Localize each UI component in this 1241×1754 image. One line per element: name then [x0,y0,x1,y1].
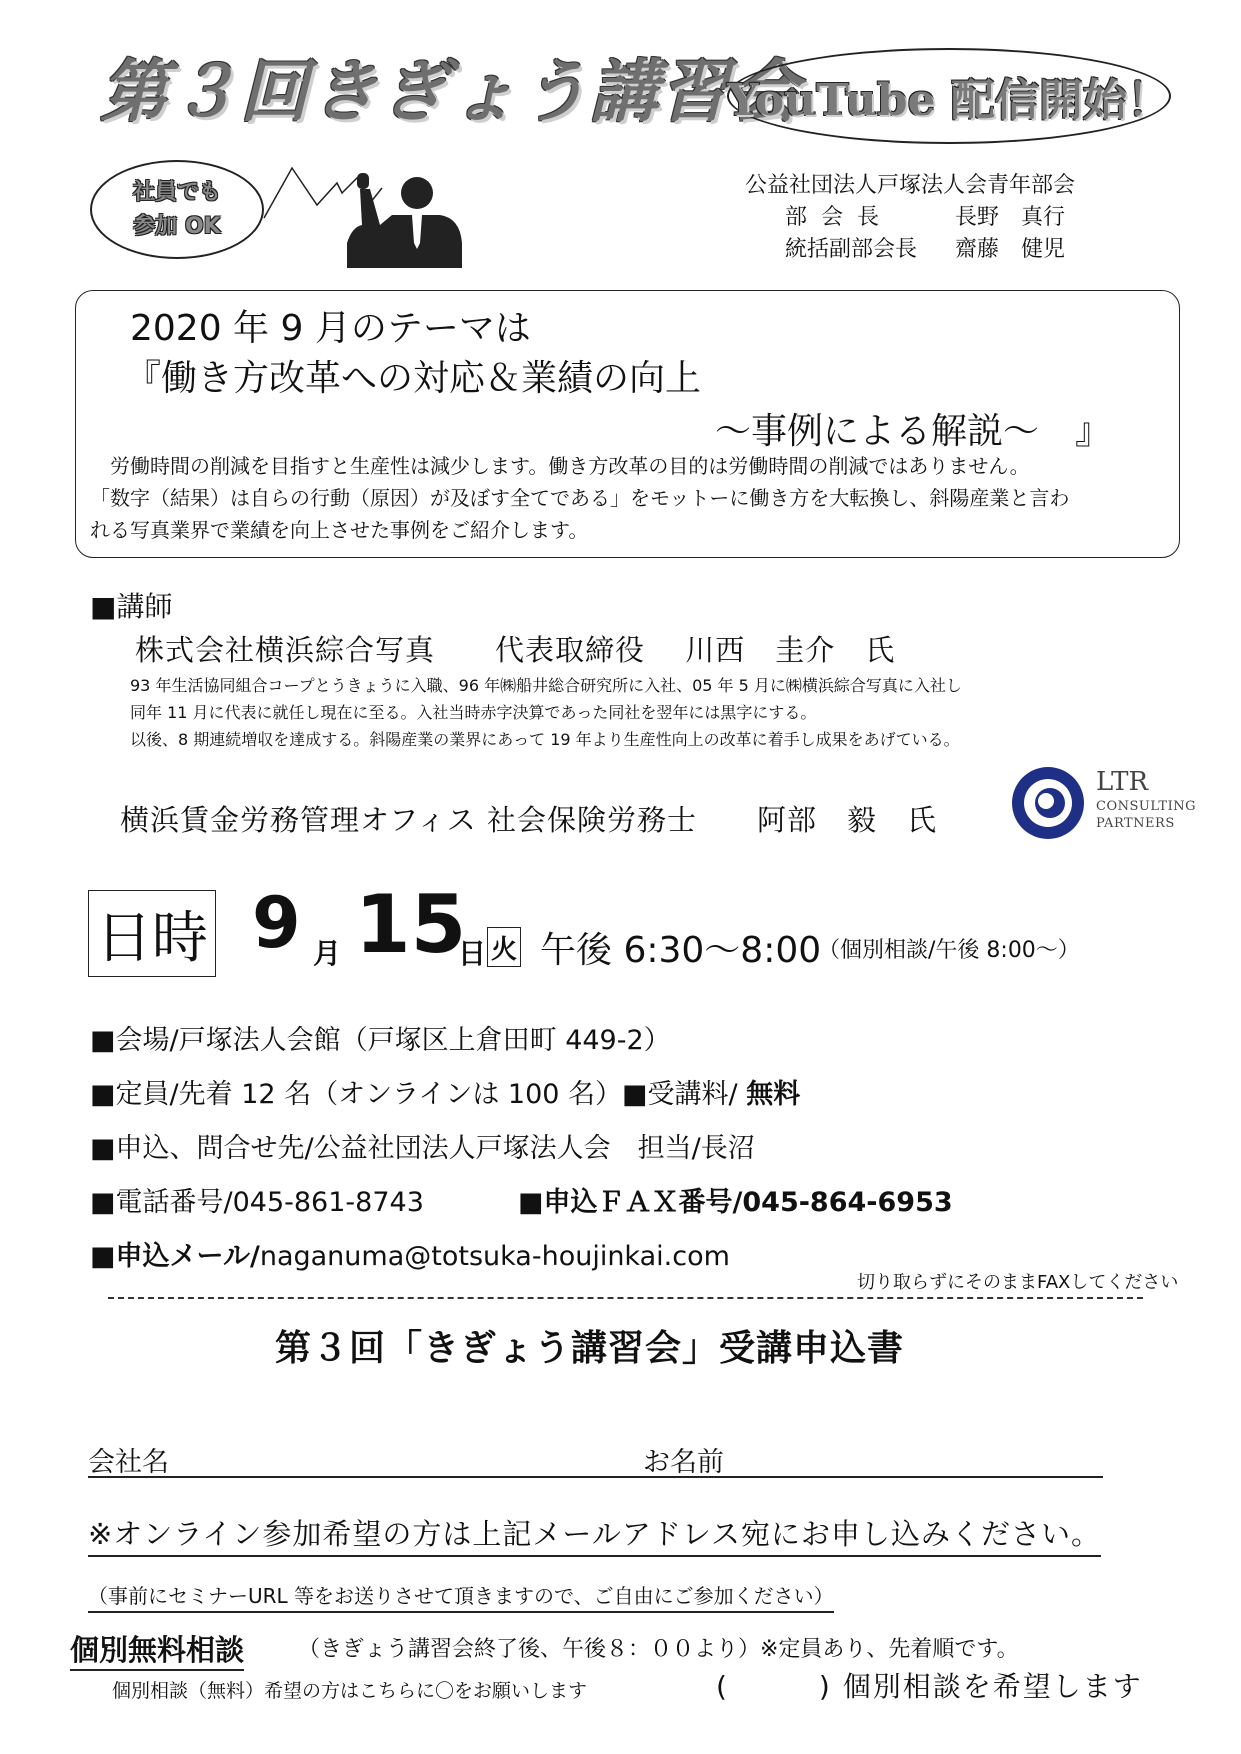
online-note: ※オンライン参加希望の方は上記メールアドレス宛にお申し込みください。 [88,1512,1101,1557]
ltr-logo [1010,765,1195,840]
theme-desc-line2: 「数字（結果）は自らの行動（原因）が及ぼす全てである」をモットーに働き方を大転換し、斜陽産業と言わ [90,486,1070,510]
email-info [90,1234,730,1273]
organizer-row-2 [745,234,1075,266]
fax-info: ■申込ＦＡＸ番号/045-864-6953 [518,1187,953,1218]
person-icon [347,173,462,268]
consultation-checkbox[interactable]: ( ) 個別相談を希望します [716,1670,1143,1703]
organizer-block [745,170,1075,266]
organizer-role-2: 統括副部会長 [785,237,918,262]
capacity-info [90,1072,800,1111]
fax-instruction: 切り取らずにそのままFAXしてください [857,1272,1179,1293]
date-day-unit: 日 [458,937,487,970]
organizer-person-1: 長野 真行 [955,205,1066,230]
lecturer-1: 株式会社横浜綜合写真 代表取締役 川西 圭介 氏 [135,633,896,667]
employee-ok-badge [90,160,264,259]
date-month-unit: 月 [313,937,342,970]
event-title: 第３回きぎょう講習会 [100,52,801,132]
date-month: 9 [252,882,301,964]
cut-line [108,1297,1143,1299]
organizer-name: 公益社団法人戸塚法人会青年部会 [745,173,1076,198]
weekday: 火 [487,927,521,967]
phone-info: ■電話番号/045-861-8743 [90,1187,424,1218]
consultation-request-text: 個別相談（無料）希望の方はこちらに〇をお願いします [112,1680,588,1702]
applicant-field-row [88,1440,1103,1478]
youtube-text: YouTube 配信開始！ [727,75,1171,126]
theme-title: 『働き方改革への対応＆業績の向上 [125,358,702,399]
date-label: 日時 [88,890,216,977]
fee-value: 無料 [746,1079,801,1110]
bio-line1: 93 年生活協同組合コープとうきょうに入職、96 年㈱船井総合研究所に入社、05 年 5 月に㈱横浜綜合写真に入社し [130,676,962,695]
company-name-field[interactable]: 会社名 [88,1447,169,1478]
ltr-logo-icon [1010,763,1090,843]
date-day: 15 [355,878,467,971]
applicant-name-field[interactable]: お名前 [643,1447,724,1478]
organizer-row-1 [745,202,1075,234]
event-time: 午後 6:30～8:00 [540,930,822,971]
email-link[interactable]: naganuma@totsuka-houjinkai.com [259,1241,730,1272]
bio-line2: 同年 11 月に代表に就任し現在に至る。入社当時赤字決算であった同社を翌年には黒字にする。 [130,703,817,722]
lecturer-2: 横浜賃金労務管理オフィス 社会保険労務士 阿部 毅 氏 [120,803,938,837]
organizer-role-1: 部会長 [785,205,894,230]
theme-desc-line1: 労働時間の削減を目指すと生産性は減少します。働き方改革の目的は労働時間の削減ではありません。 [90,454,1030,478]
badge-line2: 参加 OK [133,213,221,239]
consultation-time-note: （個別相談/午後 8:00～） [818,938,1080,963]
organizer-person-2: 齋藤 健児 [955,237,1066,262]
logo-sub-text-1: CONSULTING [1096,799,1196,814]
youtube-badge [727,48,1171,144]
businessman-illustration [262,163,487,268]
logo-main-text: LTR [1096,767,1149,797]
online-subnote: （事前にセミナーURL 等をお送りさせて頂きますので、ご自由にご参加ください） [88,1580,834,1613]
badge-line1: 社員でも [132,179,221,205]
capacity-text: ■定員/先着 12 名（オンラインは 100 名）■受講料/ [90,1079,738,1110]
lecturer-label: ■講師 [90,590,173,623]
logo-sub-text-2: PARTNERS [1096,816,1175,831]
consultation-title: 個別無料相談 [70,1628,244,1671]
theme-subtitle: ～事例による解説～ 』 [715,411,1112,452]
form-title: 第３回「きぎょう講習会」受講申込書 [275,1328,905,1369]
theme-intro: 2020 年 9 月のテーマは [130,308,531,349]
venue-info: ■会場/戸塚法人会館（戸塚区上倉田町 449-2） [90,1025,671,1056]
lecturer-bio [130,672,962,753]
bio-line3: 以後、8 期連続増収を達成する。斜陽産業の業界にあって 19 年より生産性向上の改革に着手し成果をあげている。 [130,730,960,749]
email-label: ■申込メール/ [90,1241,260,1272]
theme-desc-line3: れる写真業界で業績を向上させた事例をご紹介します。 [90,518,589,542]
contact-info: ■申込、問合せ先/公益社団法人戸塚法人会 担当/長沼 [90,1133,755,1164]
theme-description [90,450,1175,546]
consultation-note: （きぎょう講習会終了後、午後８：００より）※定員あり、先着順です。 [298,1637,1019,1662]
